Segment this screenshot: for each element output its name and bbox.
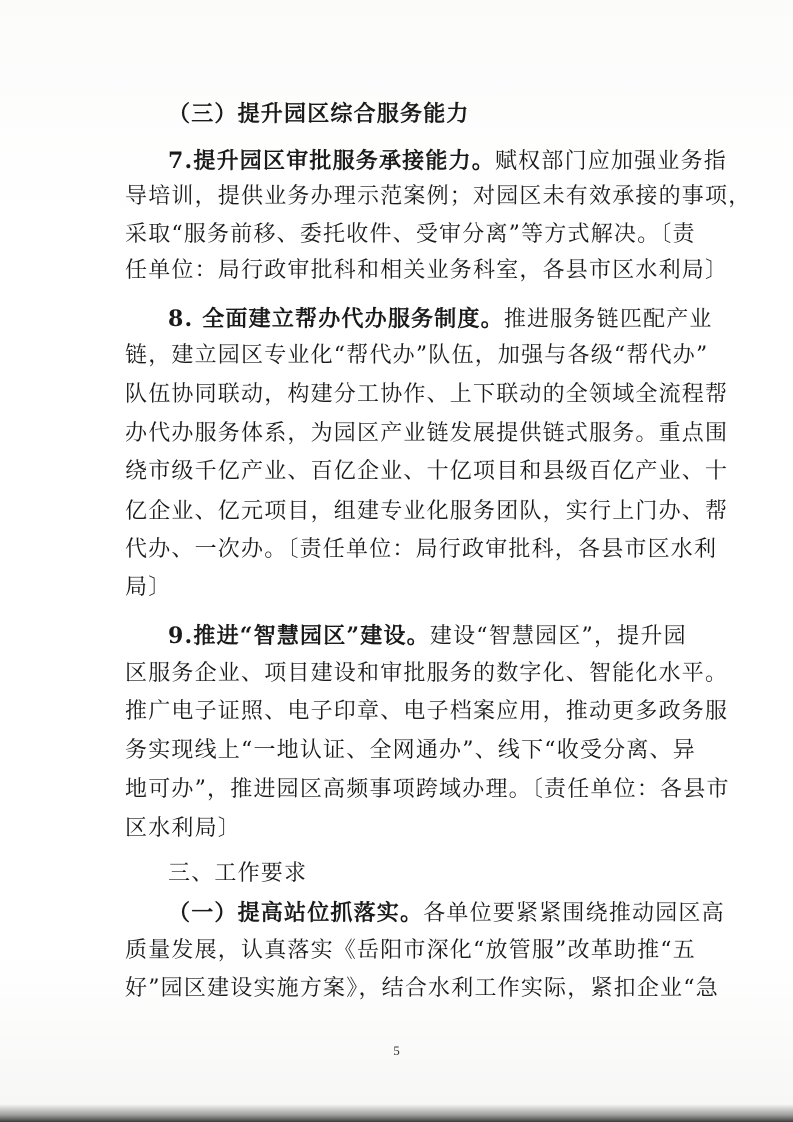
- item-8-line-6: 亿企业、亿元项目，组建专业化服务团队，实行上门办、帮: [125, 499, 729, 524]
- req-1-line-1: [168, 899, 725, 928]
- item-9-line-5: 地可办”，推进园区高频事项跨域办理。〔责任单位：各县市: [125, 777, 730, 802]
- item-9-line-6: 区水利局〕: [125, 816, 242, 841]
- item-7-line-2: 导培训，提供业务办理示范案例；对园区未有效承接的事项，: [125, 184, 752, 209]
- item-7-text: 赋权部门应加强业务指: [494, 149, 727, 174]
- item-8-line-2: 链，建立园区专业化“帮代办”队伍，加强与各级“帮代办”: [125, 343, 709, 368]
- item-8-title: 8. 全面建立帮办代办服务制度。: [168, 306, 504, 332]
- req-1-title: （一）提高站位抓落实。: [168, 900, 424, 926]
- item-9-title: 9.推进“智慧园区”建设。: [168, 623, 430, 649]
- item-8-line-3: 队伍协同联动，构建分工协作、上下联动的全领域全流程帮: [125, 382, 729, 407]
- item-7-line-3: 采取“服务前移、委托收件、受审分离”等方式解决。〔责: [125, 222, 696, 247]
- item-9-line-3: 推广电子证照、电子印章、电子档案应用，推动更多政务服: [125, 699, 729, 724]
- section-heading-3: 三、工作要求: [168, 861, 308, 886]
- req-1-line-3: 好”园区建设实施方案》，结合水利工作实际，紧扣企业“急: [125, 976, 719, 1001]
- item-8-line-8: 局〕: [125, 575, 172, 600]
- scan-bottom-edge: [0, 1104, 793, 1122]
- item-9-text: 建设“智慧园区”，提升园: [429, 624, 687, 649]
- item-8-text: 推进服务链匹配产业: [503, 307, 713, 332]
- item-7-line-1: [168, 147, 727, 176]
- item-8-line-1: [168, 305, 713, 334]
- section-heading-3-3: （三）提升园区综合服务能力: [168, 101, 470, 127]
- item-7-title: 7.提升园区审批服务承接能力。: [168, 148, 495, 174]
- item-9-line-2: 区服务企业、项目建设和审批服务的数字化、智能化水平。: [125, 661, 729, 686]
- item-9-line-4: 务实现线上“一地认证、全网通办”、线下“收受分离、异: [125, 738, 696, 763]
- item-9-line-1: [168, 622, 685, 651]
- req-1-text: 各单位要紧紧围绕推动园区高: [423, 901, 725, 926]
- item-8-line-5: 绕市级千亿产业、百亿企业、十亿项目和县级百亿产业、十: [125, 459, 729, 484]
- page-number: 5: [393, 1043, 400, 1058]
- item-8-line-7: 代办、一次办。〔责任单位：局行政审批科，各县市区水利: [125, 537, 718, 562]
- req-1-line-2: 质量发展，认真落实《岳阳市深化“放管服”改革助推“五: [125, 938, 696, 963]
- item-8-line-4: 办代办服务体系，为园区产业链发展提供链式服务。重点围: [125, 421, 729, 446]
- item-7-line-4: 任单位：局行政审批科和相关业务科室，各县市区水利局〕: [125, 258, 729, 283]
